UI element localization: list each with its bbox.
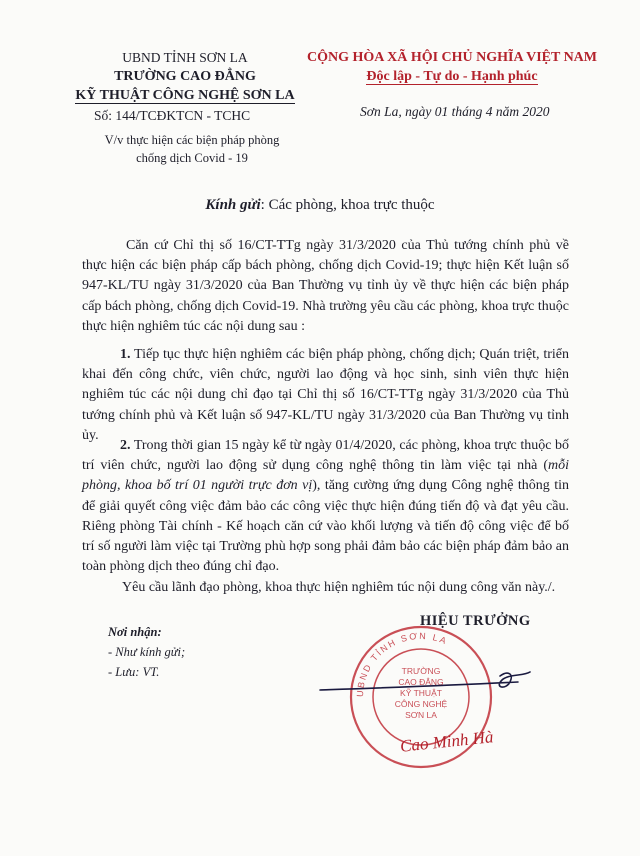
recipients-heading: Nơi nhận: xyxy=(108,625,162,639)
body-closing: Yêu cầu lãnh đạo phòng, khoa thực hiện nghiêm túc nội dung công văn này./. xyxy=(122,580,556,595)
seal-inner-line: SƠN LA xyxy=(405,710,437,720)
body-intro: Căn cứ Chỉ thị số 16/CT-TTg ngày 31/3/2020 của Thủ tướng chính phủ về thực hiện các biện pháp cấp bách phòng, chống dịch Covid-19; thực hiện Kết luận số 947-KL/TU ngày 31/3/2020 của Ban Thường vụ tỉnh ủy về thực hiện các biện pháp cấp bách phòng, chống dịch Covid-19. Nhà trường yêu cầu các phòng, khoa trực thuộc thực hiện nghiêm túc các nội dung sau : xyxy=(82,238,569,334)
seal-inner-line: CÔNG NGHỆ xyxy=(394,699,448,709)
seal-ring-text: UBND TỈNH SƠN LA xyxy=(354,630,450,698)
item-2-number: 2. xyxy=(120,438,131,453)
recipients-block xyxy=(108,622,185,682)
document-subject: V/v thực hiện các biện pháp phòng chống dịch Covid - 19 xyxy=(104,133,280,165)
national-motto: Độc lập - Tự do - Hạnh phúc xyxy=(366,69,538,84)
body-item-1 xyxy=(82,345,569,446)
body-item-2 xyxy=(82,436,569,577)
item-1-text: Tiếp tục thực hiện nghiêm các biện pháp phòng, chống dịch; Quán triệt, triển khai đến công chức, viên chức, người lao động và học sinh, sinh viên thực hiện nghiêm túc các nội dung chỉ đạo tại Chỉ thị số 16/CT-TTg ngày 31/3/2020 của Thủ tướng chính phủ và Kết luận số 947-KL/TU ngày 31/3/2020 của Ban Thường vụ tỉnh ủy. xyxy=(82,347,569,443)
recipient-line xyxy=(0,197,640,214)
national-header xyxy=(292,48,612,86)
national-title: CỘNG HÒA XÃ HỘI CHỦ NGHĨA VIỆT NAM xyxy=(306,50,597,65)
document-date: Sơn La, ngày 01 tháng 4 năm 2020 xyxy=(360,104,550,119)
seal-inner-line: KỸ THUẬT xyxy=(400,688,442,698)
recipients-item: - Lưu: VT. xyxy=(108,665,160,679)
item-1-number: 1. xyxy=(120,347,131,362)
issuer-authority: UBND TỈNH SƠN LA xyxy=(122,50,248,65)
signatory-title: HIỆU TRƯỞNG xyxy=(420,613,531,629)
item-2-text-a: Trong thời gian 15 ngày kể từ ngày 01/4/2020, các phòng, khoa trực thuộc bố trí viên chức, người lao động sử dụng công nghệ thông tin làm việc tại nhà ( xyxy=(82,438,569,474)
handwritten-signature xyxy=(318,668,548,708)
recipients-item: - Như kính gửi; xyxy=(108,645,186,659)
issuer-header xyxy=(60,48,310,105)
item-2-text-b: ), tăng cường ứng dụng Công nghệ thông tin để giải quyết công việc đảm bảo các công việc thực hiện đúng tiến độ và đạt yêu cầu. Riêng phòng Tài chính - Kế hoạch căn cứ vào khối lượng và tiến độ công việc để bố trí số người làm việc tại Trường phù hợp song phải đảm bảo các biện pháp đảm bảo an toàn phòng dịch theo đúng chỉ đạo. xyxy=(82,478,570,575)
item-2-italic-note: mỗi phòng, khoa bố trí 01 người trực đơn vị xyxy=(82,458,569,494)
signatory-name: Cao Minh Hà xyxy=(399,727,495,756)
seal-inner-line: TRƯỜNG xyxy=(401,666,441,676)
recipient-text: : Các phòng, khoa trực thuộc xyxy=(260,197,435,213)
seal-inner-line: CAO ĐẲNG xyxy=(398,677,444,687)
document-number: Số: 144/TCĐKTCN - TCHC xyxy=(94,108,251,123)
recipient-label: Kính gửi xyxy=(205,197,261,213)
issuer-school-line1: TRƯỜNG CAO ĐẲNG xyxy=(114,69,256,84)
issuer-school-line2: KỸ THUẬT CÔNG NGHỆ SƠN LA xyxy=(75,88,295,103)
